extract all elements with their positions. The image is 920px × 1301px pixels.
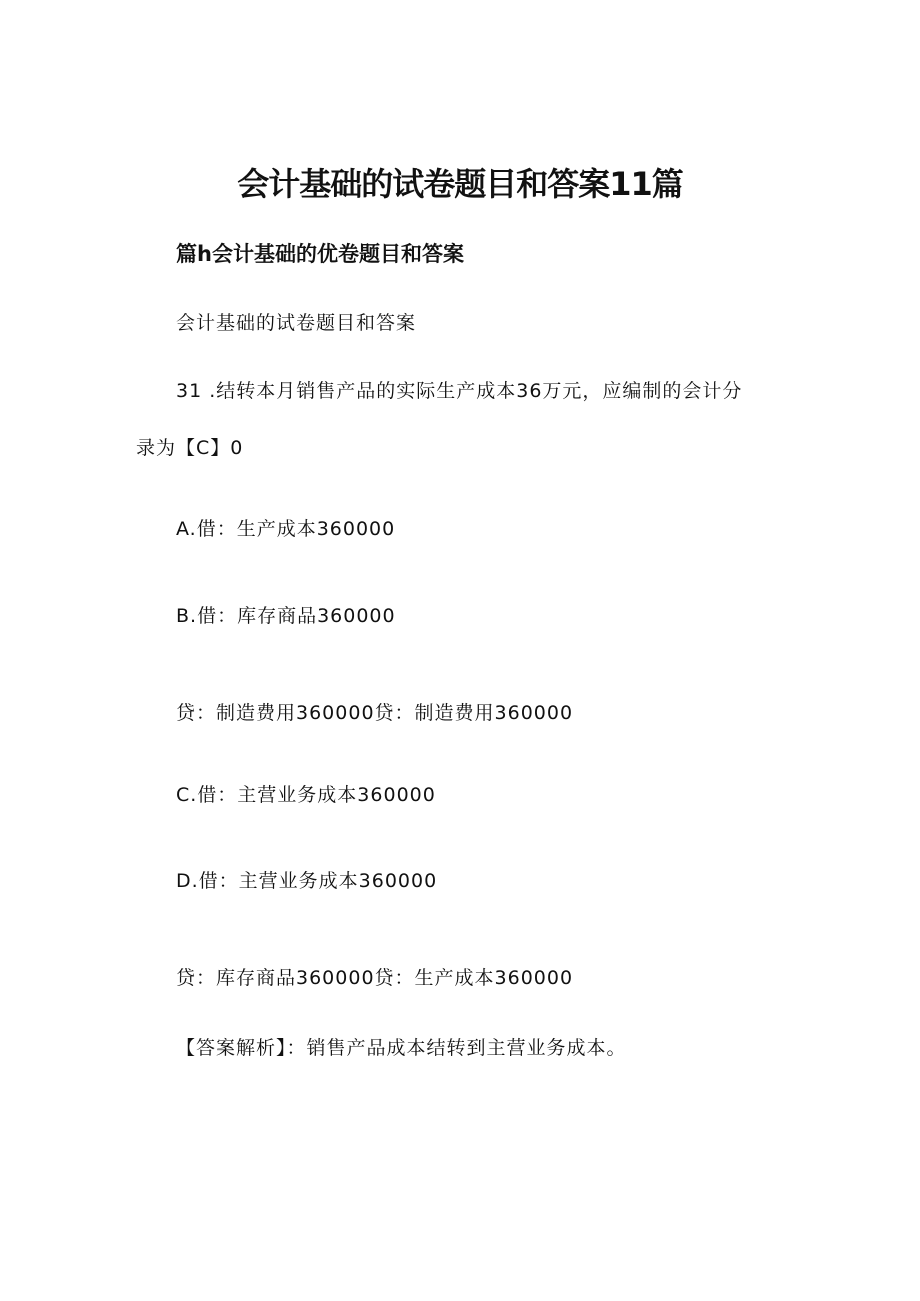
question-text-line-2: 录为【C】0 [136,437,244,459]
option-b: B.借：库存商品360000 [176,605,396,627]
intro-text: 会计基础的试卷题目和答案 [176,312,417,334]
question-text-line-1: 31 .结转本月销售产品的实际生产成本36万元，应编制的会计分 [176,380,743,402]
answer-explanation: 【答案解析】：销售产品成本结转到主营业务成本。 [176,1037,627,1059]
option-a: A.借：生产成本360000 [176,518,396,540]
option-d: D.借：主营业务成本360000 [176,870,438,892]
credit-line-ab: 贷：制造费用360000贷：制造费用360000 [176,702,574,724]
option-c: C.借：主营业务成本360000 [176,784,436,806]
document-title: 会计基础的试卷题目和答案11篇 [237,165,683,203]
section-heading: 篇h会计基础的优卷题目和答案 [176,242,464,266]
credit-line-cd: 贷：库存商品360000贷：生产成本360000 [176,967,574,989]
